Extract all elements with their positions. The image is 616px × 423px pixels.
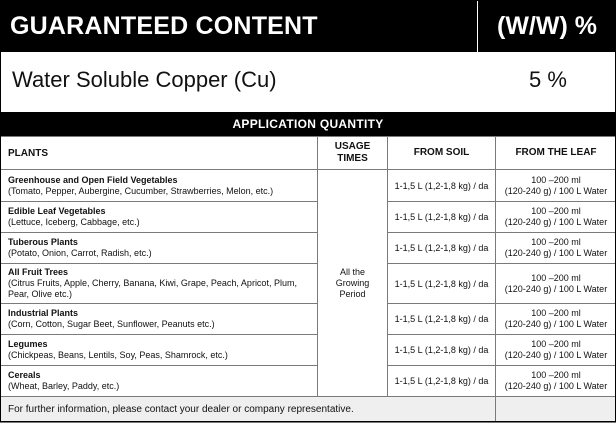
leaf-dose-line2: (120-240 g) / 100 L Water bbox=[505, 350, 607, 360]
plant-name: Greenhouse and Open Field Vegetables bbox=[8, 175, 317, 186]
nutrient-value: 5 % bbox=[479, 52, 616, 108]
leaf-dose-line2: (120-240 g) / 100 L Water bbox=[505, 319, 607, 329]
col-header-usage-line2: TIMES bbox=[337, 153, 368, 164]
soil-dose: 1-1,5 L (1,2-1,8 kg) / da bbox=[388, 366, 496, 397]
leaf-dose-line1: 100 –200 ml bbox=[531, 237, 581, 247]
col-header-from-soil: FROM SOIL bbox=[388, 137, 496, 170]
leaf-dose bbox=[496, 304, 616, 335]
leaf-dose-line2: (120-240 g) / 100 L Water bbox=[505, 248, 607, 258]
leaf-dose bbox=[496, 264, 616, 304]
plant-name: Legumes bbox=[8, 339, 317, 350]
plant-detail: (Potato, Onion, Carrot, Radish, etc.) bbox=[8, 248, 317, 259]
leaf-dose bbox=[496, 170, 616, 202]
guaranteed-content-row bbox=[0, 52, 616, 110]
leaf-dose-line1: 100 –200 ml bbox=[531, 175, 581, 185]
soil-dose: 1-1,5 L (1,2-1,8 kg) / da bbox=[388, 233, 496, 264]
table-row bbox=[1, 335, 616, 366]
plant-cell bbox=[1, 335, 318, 366]
usage-line3: Period bbox=[339, 289, 365, 299]
application-quantity-table bbox=[0, 136, 616, 423]
plant-name: Tuberous Plants bbox=[8, 237, 317, 248]
plant-detail: (Chickpeas, Beans, Lentils, Soy, Peas, Shamrock, etc.) bbox=[8, 350, 317, 361]
leaf-dose-line1: 100 –200 ml bbox=[531, 206, 581, 216]
ww-percent-header: (W/W) % bbox=[478, 0, 616, 52]
leaf-dose-line2: (120-240 g) / 100 L Water bbox=[505, 186, 607, 196]
plant-detail: (Tomato, Pepper, Aubergine, Cucumber, Strawberries, Melon, etc.) bbox=[8, 186, 317, 197]
leaf-dose bbox=[496, 335, 616, 366]
soil-dose: 1-1,5 L (1,2-1,8 kg) / da bbox=[388, 170, 496, 202]
nutrient-name: Water Soluble Copper (Cu) bbox=[12, 52, 277, 108]
leaf-dose-line1: 100 –200 ml bbox=[531, 308, 581, 318]
table-row bbox=[1, 233, 616, 264]
plant-cell bbox=[1, 170, 318, 202]
soil-dose: 1-1,5 L (1,2-1,8 kg) / da bbox=[388, 304, 496, 335]
usage-line2: Growing bbox=[336, 278, 370, 288]
table-row bbox=[1, 366, 616, 397]
leaf-dose-line2: (120-240 g) / 100 L Water bbox=[505, 381, 607, 391]
col-header-from-leaf: FROM THE LEAF bbox=[496, 137, 616, 170]
plant-name: Cereals bbox=[8, 370, 317, 381]
footer-row bbox=[1, 397, 616, 423]
application-quantity-title: APPLICATION QUANTITY bbox=[0, 112, 616, 136]
table-row bbox=[1, 202, 616, 233]
plant-cell bbox=[1, 233, 318, 264]
col-header-usage-times bbox=[318, 137, 388, 170]
leaf-dose-line1: 100 –200 ml bbox=[531, 339, 581, 349]
soil-dose: 1-1,5 L (1,2-1,8 kg) / da bbox=[388, 335, 496, 366]
table-row bbox=[1, 264, 616, 304]
plant-detail: (Corn, Cotton, Sugar Beet, Sunflower, Peanuts etc.) bbox=[8, 319, 317, 330]
plant-name: Industrial Plants bbox=[8, 308, 317, 319]
footer-empty-cell bbox=[496, 397, 616, 423]
leaf-dose-line2: (120-240 g) / 100 L Water bbox=[505, 284, 607, 294]
table-header-row bbox=[1, 137, 616, 170]
soil-dose: 1-1,5 L (1,2-1,8 kg) / da bbox=[388, 264, 496, 304]
soil-dose: 1-1,5 L (1,2-1,8 kg) / da bbox=[388, 202, 496, 233]
leaf-dose bbox=[496, 233, 616, 264]
plant-cell bbox=[1, 366, 318, 397]
contact-note: For further information, please contact your dealer or company representative. bbox=[1, 397, 496, 423]
plant-name: Edible Leaf Vegetables bbox=[8, 206, 317, 217]
leaf-dose-line2: (120-240 g) / 100 L Water bbox=[505, 217, 607, 227]
leaf-dose-line1: 100 –200 ml bbox=[531, 273, 581, 283]
table-row bbox=[1, 304, 616, 335]
plant-detail: (Lettuce, Iceberg, Cabbage, etc.) bbox=[8, 217, 317, 228]
leaf-dose bbox=[496, 202, 616, 233]
plant-cell bbox=[1, 202, 318, 233]
col-header-plants: PLANTS bbox=[1, 137, 318, 170]
plant-name: All Fruit Trees bbox=[8, 267, 317, 278]
leaf-dose bbox=[496, 366, 616, 397]
plant-cell bbox=[1, 264, 318, 304]
table-row bbox=[1, 170, 616, 202]
plant-detail: (Wheat, Barley, Paddy, etc.) bbox=[8, 381, 317, 392]
guaranteed-content-title: GUARANTEED CONTENT bbox=[10, 0, 318, 52]
guaranteed-content-header bbox=[0, 0, 616, 52]
plant-detail: (Citrus Fruits, Apple, Cherry, Banana, Kiwi, Grape, Peach, Apricot, Plum, Pear, Olive etc.) bbox=[8, 278, 317, 300]
usage-line1: All the bbox=[340, 267, 365, 277]
leaf-dose-line1: 100 –200 ml bbox=[531, 370, 581, 380]
usage-times-cell bbox=[318, 170, 388, 397]
col-header-usage-line1: USAGE bbox=[335, 141, 371, 152]
plant-cell bbox=[1, 304, 318, 335]
